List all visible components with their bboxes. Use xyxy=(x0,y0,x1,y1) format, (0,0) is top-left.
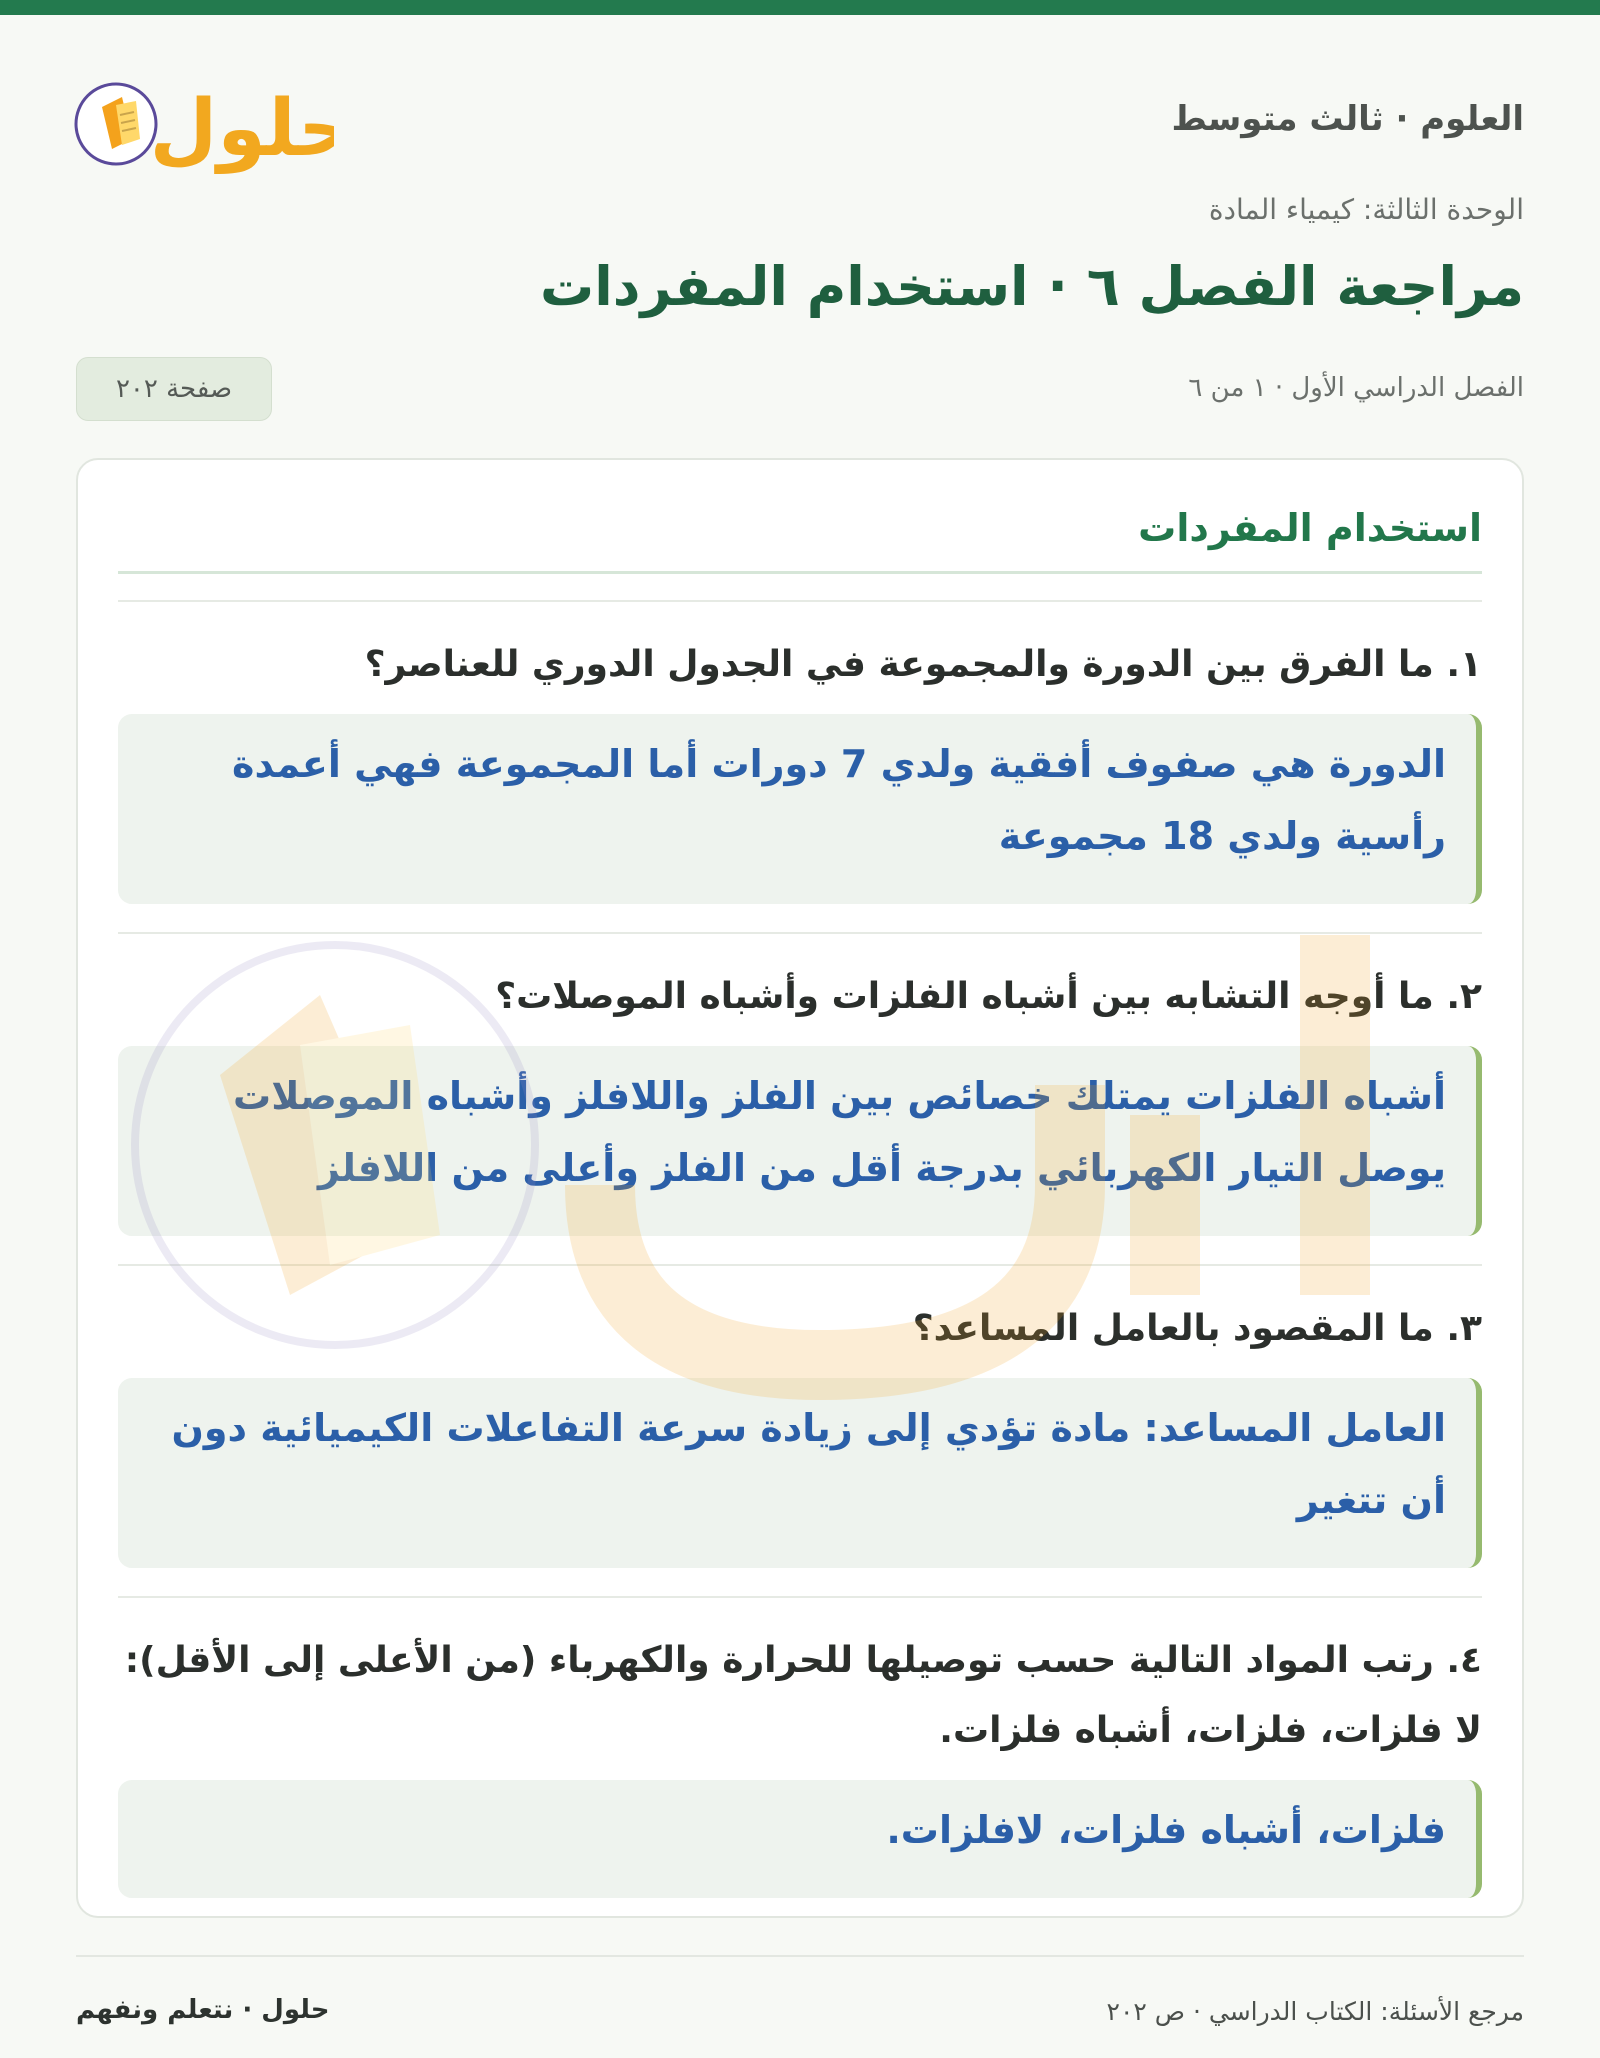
header xyxy=(74,55,1524,185)
book-logo-icon xyxy=(74,67,334,187)
question-text: ١. ما الفرق بين الدورة والمجموعة في الجدول الدوري للعناصر؟ xyxy=(364,644,1482,685)
question-text: ٢. ما أوجه التشابه بين أشباه الفلزات وأشباه الموصلات؟ xyxy=(495,976,1482,1017)
answer-box: أشباه الفلزات يمتلك خصائص بين الفلز واللافلز وأشباه الموصلات يوصل التيار الكهربائي بدرجة أقل من الفلز وأعلى من اللافلز xyxy=(118,1046,1482,1236)
footer-reference: مرجع الأسئلة: الكتاب الدراسي · ص ٢٠٢ xyxy=(1106,1997,1524,2026)
unit-label: الوحدة الثالثة: كيمياء المادة xyxy=(1208,193,1524,226)
answer-box: الدورة هي صفوف أفقية ولدي 7 دورات أما المجموعة فهي أعمدة رأسية ولدي 18 مجموعة xyxy=(118,714,1482,904)
footer-brand: حلول · نتعلم ونفهم xyxy=(76,1995,330,2025)
question-block xyxy=(118,1596,1482,1896)
semester-label: الفصل الدراسي الأول · ١ من ٦ xyxy=(1188,373,1524,403)
question-block xyxy=(118,932,1482,1262)
question-block xyxy=(118,600,1482,930)
question-block xyxy=(118,1264,1482,1594)
footer-divider xyxy=(76,1955,1524,1957)
question-text: ٤. رتب المواد التالية حسب توصيلها للحرارة والكهرباء (من الأعلى إلى الأقل): لا فلزات، فلزات، أشباه فلزات. xyxy=(124,1640,1482,1751)
vocabulary-card xyxy=(76,458,1524,1918)
svg-text:حلول: حلول xyxy=(149,84,334,174)
top-accent-bar xyxy=(0,0,1600,15)
subject-label: العلوم · ثالث متوسط xyxy=(1171,99,1524,139)
question-text: ٣. ما المقصود بالعامل المساعد؟ xyxy=(912,1308,1482,1349)
page xyxy=(0,15,1600,2058)
section-title: استخدام المفردات xyxy=(1138,506,1482,550)
answer-box: فلزات، أشباه فلزات، لافلزات. xyxy=(118,1780,1482,1898)
page-number-chip: صفحة ٢٠٢ xyxy=(76,357,272,421)
page-title: مراجعة الفصل ٦ · استخدام المفردات xyxy=(539,255,1524,318)
section-divider xyxy=(118,571,1482,574)
answer-box: العامل المساعد: مادة تؤدي إلى زيادة سرعة التفاعلات الكيميائية دون أن تتغير xyxy=(118,1378,1482,1568)
hulul-logo[interactable] xyxy=(74,67,334,187)
